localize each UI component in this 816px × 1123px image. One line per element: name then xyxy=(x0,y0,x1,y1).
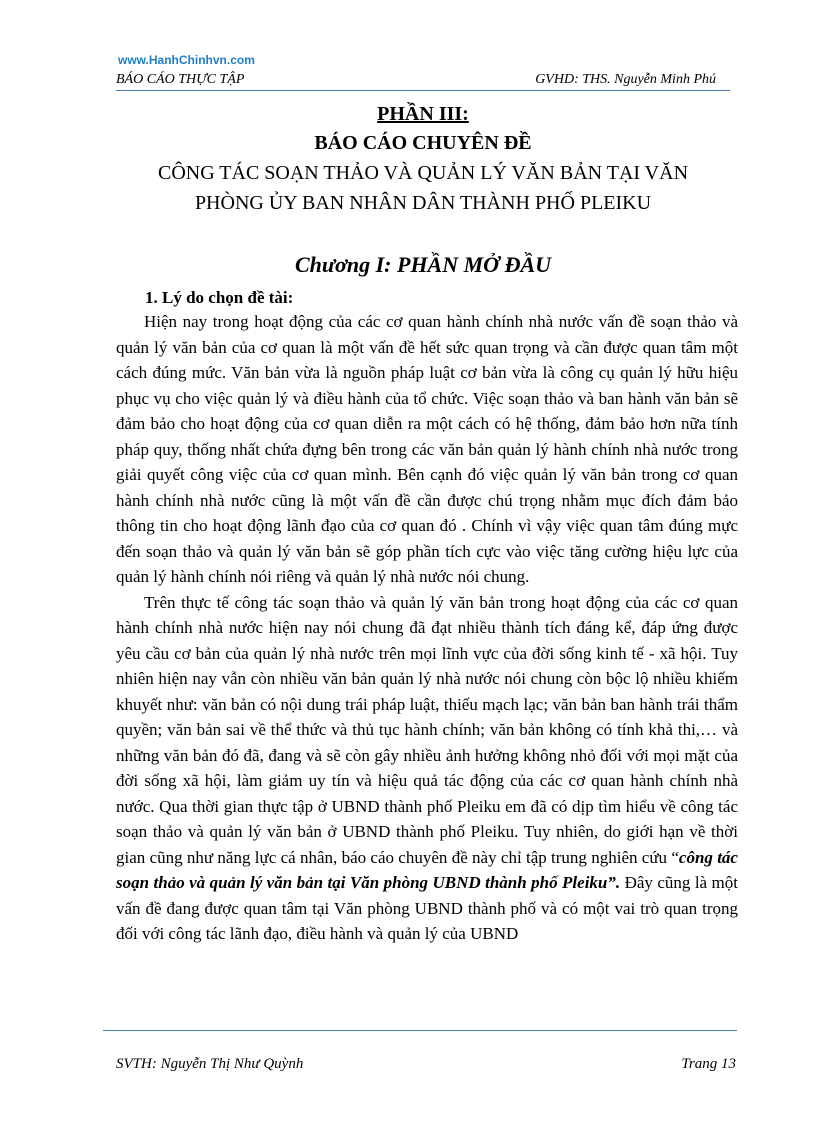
paragraph-2-end: Đây cũng là một vấn đề đang được quan tâm tại Văn phòng UBND thành phố và có một vai trò quan trọng đối với công tác lãnh đạo, điều hành và quản lý của UBND xyxy=(116,873,738,943)
title-block xyxy=(116,100,730,218)
part-title: PHẦN III: xyxy=(377,103,469,125)
watermark-url: www.HanhChinhvn.com xyxy=(118,53,255,67)
paragraph-2 xyxy=(116,590,738,947)
section-heading: 1. Lý do chọn đề tài: xyxy=(145,288,294,307)
topic-title-line-1: CÔNG TÁC SOẠN THẢO VÀ QUẢN LÝ VĂN BẢN TẠI VĂN xyxy=(157,162,689,184)
footer-divider xyxy=(103,1030,737,1031)
header-report-title: BÁO CÁO THỰC TẬP xyxy=(116,72,245,87)
footer-student: SVTH: Nguyễn Thị Như Quỳnh xyxy=(116,1056,304,1072)
paragraph-2-start: Trên thực tế công tác soạn thảo và quản lý văn bản trong hoạt động của các cơ quan hành chính nhà nước hiện nay nói chung đã đạt nhiều thành tích đáng kể, đáp ứng được yêu cầu cơ bản của quản lý nhà nước trên mọi lĩnh vực của đời sống kinh tế - xã hội. Tuy nhiên hiện nay vẫn còn nhiều văn bản quản lý nhà nước nói chung còn bộc lộ nhiều khiếm khuyết như: văn bản có nội dung trái pháp luật, thiếu mạch lạc; văn bản ban hành trái thẩm quyền; văn bản sai về thể thức và thủ tục hành chính; văn bản không có tính khả thi,… và những văn bản đó đã, đang và sẽ còn gây nhiều ảnh hưởng không nhỏ đối với mọi mặt của đời sống xã hội, làm giảm uy tín và hiệu quả tác động của các cơ quan hành chính nhà nước. Qua thời gian thực tập ở UBND thành phố Pleiku em đã có dịp tìm hiểu về công tác soạn thảo và quản lý văn bản ở UBND thành phố Pleiku. Tuy nhiên, do giới hạn về thời gian cũng như năng lực cá nhân, báo cáo chuyên đề này chỉ tập trung nghiên cứu “ xyxy=(116,592,738,867)
topic-title-line-2: PHÒNG ỦY BAN NHÂN DÂN THÀNH PHỐ PLEIKU xyxy=(194,192,652,214)
page-header xyxy=(116,70,730,91)
footer-page-number: Trang 13 xyxy=(681,1056,736,1072)
paragraph-1: Hiện nay trong hoạt động của các cơ quan hành chính nhà nước vấn đề soạn thảo và quản lý văn bản của cơ quan là một vấn đề hết sức quan trọng và cần được quan tâm một cách đúng mức. Văn bản vừa là nguồn pháp luật cơ bản vừa là công cụ quản lý hữu hiệu phục vụ cho việc quản lý và điều hành của tổ chức. Việc soạn thảo và ban hành văn bản sẽ đảm bảo cho hoạt động của cơ quan diễn ra một cách có hệ thống, đảm bảo hơn nữa tính pháp quy, thống nhất chứa đựng bên trong các văn bản quản lý hành chính nhà nước trong giải quyết công việc của cơ quan mình. Bên cạnh đó việc quản lý văn bản trong cơ quan hành chính nhà nước cũng là một vấn đề cần được chú trọng nhằm mục đích đảm bảo thông tin cho hoạt động lãnh đạo của cơ quan đó . Chính vì vậy việc quan tâm đúng mực đến soạn thảo và quản lý văn bản sẽ góp phần tích cực vào việc tăng cường hiệu lực của quản lý hành chính nói riêng và quản lý nhà nước nói chung. xyxy=(116,312,738,586)
body-text xyxy=(116,309,738,947)
report-title: BÁO CÁO CHUYÊN ĐỀ xyxy=(314,132,532,154)
chapter-heading: Chương I: PHẦN MỞ ĐẦU xyxy=(294,252,552,277)
paragraph-2-emphasis: công tác soạn thảo và quản lý văn bản tại Văn phòng UBND thành phố Pleiku”. xyxy=(116,847,738,892)
header-advisor: GVHD: THS. Nguyễn Minh Phú xyxy=(535,72,716,87)
